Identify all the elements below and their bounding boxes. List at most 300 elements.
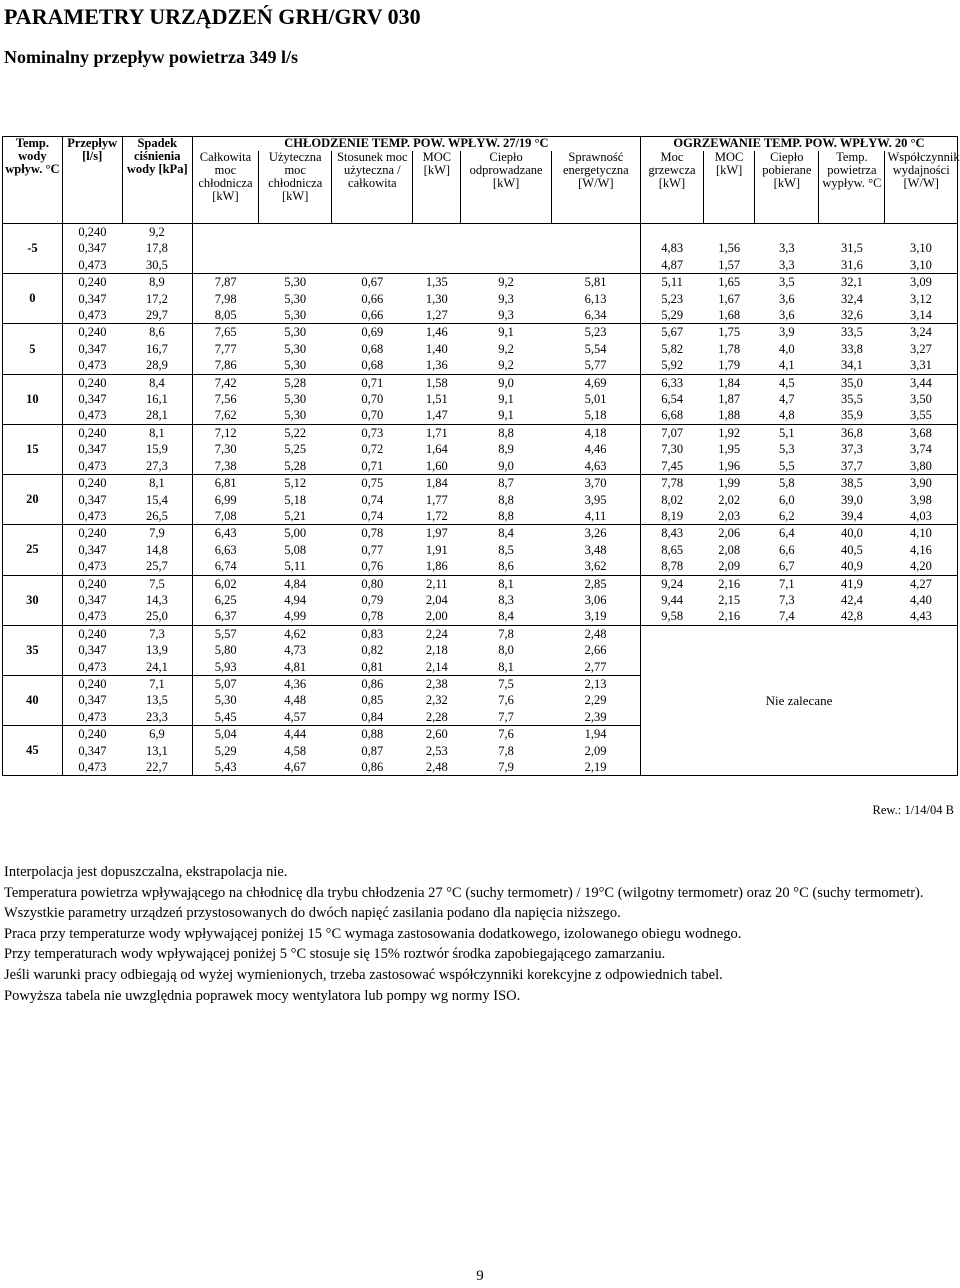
table-cell: 1,71 [413, 424, 461, 441]
table-row [3, 324, 958, 341]
table-cell: 5,30 [258, 407, 331, 424]
table-cell: 1,77 [425, 492, 448, 507]
table-cell: 0,86 [332, 675, 413, 692]
table-cell: 5,82 [661, 341, 684, 356]
table-cell: 5,92 [640, 357, 703, 374]
table-row [3, 224, 958, 241]
table-cell: 4,7 [779, 392, 795, 407]
table-cell: 6,54 [661, 392, 684, 407]
temp-wody-cell: 45 [3, 726, 63, 776]
table-cell: 32,6 [819, 307, 885, 324]
table-cell: 2,28 [413, 709, 461, 726]
table-cell: 3,5 [755, 274, 819, 291]
table-cell: 2,02 [718, 492, 741, 507]
table-cell: 3,70 [551, 475, 640, 492]
table-cell: 0,347 [78, 442, 107, 457]
table-cell: 0,473 [62, 508, 122, 525]
table-cell: 0,79 [361, 592, 384, 607]
table-cell: 2,14 [413, 659, 461, 676]
table-cell [332, 224, 413, 241]
temp-wody-cell: 25 [3, 525, 63, 575]
table-cell: 1,57 [703, 257, 754, 274]
table-cell: 1,64 [425, 442, 448, 457]
table-cell: 9,1 [498, 392, 514, 407]
table-cell: 5,28 [258, 374, 331, 391]
table-cell: 5,3 [779, 442, 795, 457]
table-row [3, 525, 958, 542]
not-recommended-cell: Nie zalecane [640, 625, 957, 776]
table-cell: 8,4 [122, 374, 192, 391]
table-cell: 3,44 [885, 374, 958, 391]
table-cell: 0,240 [62, 374, 122, 391]
temp-wody-cell: -5 [3, 224, 63, 274]
table-cell: 5,28 [258, 458, 331, 475]
table-cell [819, 224, 885, 241]
table-cell: 0,240 [62, 475, 122, 492]
header-uzyteczna: Użyteczna moc chłodnicza [kW] [258, 151, 331, 224]
table-cell: 0,80 [332, 575, 413, 592]
table-cell: 4,18 [551, 424, 640, 441]
header-temp-powietrza: Temp. powietrza wypływ. °C [819, 151, 885, 224]
table-cell: 7,30 [661, 442, 684, 457]
table-row [3, 608, 958, 625]
table-cell: 1,95 [718, 442, 741, 457]
table-cell: 5,18 [284, 492, 307, 507]
table-cell: 6,25 [214, 592, 237, 607]
table-cell: 1,27 [413, 307, 461, 324]
table-cell: 28,9 [122, 357, 192, 374]
table-cell: 0,473 [62, 659, 122, 676]
table-cell: 8,1 [461, 659, 551, 676]
table-cell: 2,00 [413, 608, 461, 625]
table-cell: 5,11 [640, 274, 703, 291]
table-cell: 8,0 [498, 643, 514, 658]
table-row [3, 307, 958, 324]
header-cieplo-odprowadzane: Ciepło odprowadzane [kW] [461, 151, 551, 224]
table-cell: 7,8 [461, 625, 551, 642]
header-cieplo-pobierane: Ciepło pobierane [kW] [755, 151, 819, 224]
table-cell: 4,43 [885, 608, 958, 625]
table-cell: 7,87 [192, 274, 258, 291]
table-cell: 4,57 [258, 709, 331, 726]
table-cell: 0,347 [78, 241, 107, 256]
table-cell: 7,9 [122, 525, 192, 542]
table-cell: 4,69 [551, 374, 640, 391]
table-cell: 7,07 [640, 424, 703, 441]
table-cell: 3,50 [885, 391, 958, 407]
table-cell: 8,8 [498, 492, 514, 507]
table-cell: 13,1 [122, 743, 192, 759]
table-cell: 0,70 [332, 407, 413, 424]
table-cell: 0,84 [332, 709, 413, 726]
table-cell: 2,32 [425, 693, 448, 708]
table-cell: 6,2 [755, 508, 819, 525]
table-row [3, 424, 958, 441]
table-row [3, 475, 958, 492]
table-cell: 14,8 [122, 542, 192, 558]
table-cell: 9,0 [461, 374, 551, 391]
table-cell: 1,75 [703, 324, 754, 341]
table-row [3, 625, 958, 642]
table-cell: 5,81 [551, 274, 640, 291]
table-cell: 5,1 [755, 424, 819, 441]
table-cell: 40,9 [819, 558, 885, 575]
table-cell: 1,68 [703, 307, 754, 324]
note-line: Przy temperaturach wody wpływającej poniżej 5 °C stosuje się 15% roztwór środka zapobiegającego zamarzaniu. [4, 946, 666, 963]
table-cell: 6,81 [192, 475, 258, 492]
table-cell: 7,1 [755, 575, 819, 592]
table-cell: 0,347 [78, 592, 107, 607]
table-cell: 37,7 [819, 458, 885, 475]
table-cell: 4,99 [258, 608, 331, 625]
table-cell: 6,02 [192, 575, 258, 592]
table-cell: 1,47 [413, 407, 461, 424]
table-cell: 0,473 [62, 558, 122, 575]
table-row [3, 575, 958, 592]
table-cell [551, 240, 640, 256]
table-cell: 16,1 [122, 391, 192, 407]
table-row [3, 542, 958, 558]
table-cell: 0,71 [332, 458, 413, 475]
table-row [3, 391, 958, 407]
table-cell: 8,5 [498, 542, 514, 557]
table-cell: 2,09 [703, 558, 754, 575]
table-cell: 5,30 [258, 307, 331, 324]
table-cell: 0,77 [361, 542, 384, 557]
table-cell: 0,347 [78, 693, 107, 708]
table-cell: 6,99 [214, 492, 237, 507]
table-cell: 4,11 [551, 508, 640, 525]
table-cell: 4,62 [258, 625, 331, 642]
table-cell: 5,12 [258, 475, 331, 492]
table-cell: 32,1 [819, 274, 885, 291]
table-cell [192, 240, 258, 256]
table-cell [461, 240, 551, 256]
note-line: Temperatura powietrza wpływającego na chłodnicę dla trybu chłodzenia 27 °C (suchy termometr) / 19°C (wilgotny termometr) oraz 20 °C (suchy termometr). [4, 884, 924, 901]
table-cell [703, 224, 754, 241]
table-cell: 35,5 [840, 392, 863, 407]
table-cell: 1,88 [703, 407, 754, 424]
table-cell: 4,48 [284, 693, 307, 708]
table-cell: 1,84 [703, 374, 754, 391]
table-cell: 0,66 [361, 291, 384, 306]
table-cell: 1,97 [413, 525, 461, 542]
table-cell: 2,18 [425, 643, 448, 658]
table-cell: 3,90 [885, 475, 958, 492]
table-cell: 14,3 [122, 592, 192, 608]
table-cell: 2,08 [718, 542, 741, 557]
table-cell: 9,0 [461, 458, 551, 475]
table-cell: 2,66 [551, 642, 640, 658]
table-cell: 1,87 [718, 392, 741, 407]
table-cell: 1,91 [425, 542, 448, 557]
table-row [3, 274, 958, 291]
table-cell [461, 257, 551, 274]
table-cell: 3,9 [755, 324, 819, 341]
table-cell: 5,25 [284, 442, 307, 457]
table-cell: 8,43 [640, 525, 703, 542]
table-cell: 0,82 [361, 643, 384, 658]
table-cell: 0,240 [62, 224, 122, 241]
table-cell: 5,30 [284, 291, 307, 306]
header-moc-ogrzewanie: MOC [kW] [703, 151, 754, 224]
table-cell: 0,473 [62, 357, 122, 374]
header-chlodzenie: CHŁODZENIE TEMP. POW. WPŁYW. 27/19 °C [192, 137, 640, 152]
table-cell: 0,78 [332, 608, 413, 625]
table-cell: 3,12 [885, 291, 958, 307]
table-cell: 15,9 [122, 441, 192, 457]
table-cell: 40,0 [819, 525, 885, 542]
table-cell: 6,33 [640, 374, 703, 391]
table-cell: 25,7 [122, 558, 192, 575]
table-cell: 4,0 [779, 341, 795, 356]
table-cell: 8,9 [122, 274, 192, 291]
table-cell: 6,7 [755, 558, 819, 575]
table-cell: 3,74 [885, 441, 958, 457]
table-cell: 3,55 [885, 407, 958, 424]
table-cell: 3,27 [885, 341, 958, 357]
table-cell: 9,1 [461, 407, 551, 424]
table-cell: 5,30 [214, 693, 237, 708]
table-cell: 7,45 [640, 458, 703, 475]
table-cell: 2,48 [551, 625, 640, 642]
table-cell [413, 224, 461, 241]
note-line: Praca przy temperaturze wody wpływającej poniżej 15 °C wymaga zastosowania dodatkowego, izolowanego obiegu wodnego. [4, 925, 742, 942]
table-cell: 5,30 [284, 341, 307, 356]
table-cell: 0,473 [62, 307, 122, 324]
table-cell: 0,78 [332, 525, 413, 542]
table-row [3, 291, 958, 307]
table-cell: 6,9 [122, 726, 192, 743]
table-cell: 3,3 [779, 241, 795, 256]
table-cell: 38,5 [819, 475, 885, 492]
table-cell: 39,4 [819, 508, 885, 525]
table-cell: 9,3 [461, 307, 551, 324]
table-row [3, 558, 958, 575]
table-cell: 5,01 [551, 391, 640, 407]
table-cell: 1,86 [413, 558, 461, 575]
table-cell: 8,19 [640, 508, 703, 525]
table-cell [192, 257, 258, 274]
table-cell: 1,60 [413, 458, 461, 475]
table-cell: 2,24 [413, 625, 461, 642]
table-cell: 4,67 [258, 759, 331, 776]
table-cell: 4,44 [258, 726, 331, 743]
table-cell: 2,03 [703, 508, 754, 525]
table-row [3, 257, 958, 274]
table-cell: 0,240 [62, 324, 122, 341]
table-cell: 32,4 [840, 291, 863, 306]
table-cell: 6,4 [755, 525, 819, 542]
table-cell [258, 257, 331, 274]
table-cell: 6,13 [551, 291, 640, 307]
table-cell: 5,93 [192, 659, 258, 676]
temp-wody-cell: 35 [3, 625, 63, 675]
table-cell: 0,66 [332, 307, 413, 324]
table-cell: 2,04 [425, 592, 448, 607]
table-cell: 2,39 [551, 709, 640, 726]
table-cell: 0,473 [62, 407, 122, 424]
table-cell: 3,19 [551, 608, 640, 625]
table-cell [551, 257, 640, 274]
table-cell: 2,29 [551, 692, 640, 708]
revision-label: Rew.: 1/14/04 B [872, 803, 954, 817]
table-cell: 0,347 [78, 643, 107, 658]
table-cell: 1,67 [718, 291, 741, 306]
table-cell: 37,3 [840, 442, 863, 457]
table-cell: 9,3 [498, 291, 514, 306]
table-cell: 1,99 [703, 475, 754, 492]
table-cell: 5,67 [640, 324, 703, 341]
table-row [3, 240, 958, 256]
header-moc-grzewcza: Moc grzewcza [kW] [640, 151, 703, 224]
table-cell: 7,9 [461, 759, 551, 776]
table-cell: 5,11 [258, 558, 331, 575]
table-cell: 1,92 [703, 424, 754, 441]
table-cell: 15,4 [122, 492, 192, 508]
header-moc-chlodzenie: MOC [kW] [413, 151, 461, 224]
table-cell: 1,65 [703, 274, 754, 291]
table-cell: 3,14 [885, 307, 958, 324]
table-cell: 16,7 [122, 341, 192, 357]
temp-wody-cell: 40 [3, 675, 63, 725]
table-cell: 1,51 [425, 392, 448, 407]
table-cell: 5,18 [551, 407, 640, 424]
table-cell: 13,5 [122, 692, 192, 708]
table-cell: 42,8 [819, 608, 885, 625]
table-cell: 7,08 [192, 508, 258, 525]
table-cell [413, 240, 461, 256]
table-cell: 6,34 [551, 307, 640, 324]
table-cell: 1,96 [703, 458, 754, 475]
table-cell [413, 257, 461, 274]
table-cell [640, 224, 703, 241]
table-cell: 7,78 [640, 475, 703, 492]
table-cell: 2,19 [551, 759, 640, 776]
table-cell: 26,5 [122, 508, 192, 525]
table-cell: 7,38 [192, 458, 258, 475]
table-cell: 9,44 [661, 592, 684, 607]
table-cell: 35,0 [819, 374, 885, 391]
table-cell: 36,8 [819, 424, 885, 441]
table-cell [258, 224, 331, 241]
table-cell: 5,30 [258, 324, 331, 341]
table-cell: 7,7 [461, 709, 551, 726]
table-cell: 5,23 [551, 324, 640, 341]
table-cell: 9,2 [498, 341, 514, 356]
table-cell: 5,77 [551, 357, 640, 374]
table-cell: 0,69 [332, 324, 413, 341]
table-cell: 4,36 [258, 675, 331, 692]
table-cell: 3,6 [755, 307, 819, 324]
temp-wody-cell: 30 [3, 575, 63, 625]
table-cell: 23,3 [122, 709, 192, 726]
table-cell: 8,78 [640, 558, 703, 575]
table-cell: 0,240 [62, 424, 122, 441]
table-cell: 9,2 [461, 274, 551, 291]
table-cell: 8,1 [122, 424, 192, 441]
table-cell: 6,43 [192, 525, 258, 542]
table-cell: 8,05 [192, 307, 258, 324]
table-cell: 3,98 [885, 492, 958, 508]
table-cell: 2,13 [551, 675, 640, 692]
table-cell: 34,1 [819, 357, 885, 374]
table-cell: 1,84 [413, 475, 461, 492]
table-row [3, 341, 958, 357]
table-cell: 7,3 [779, 592, 795, 607]
table-cell [755, 224, 819, 241]
table-cell: 8,6 [461, 558, 551, 575]
header-spadek: Spadek ciśnienia wody [kPa] [122, 137, 192, 224]
table-cell: 7,8 [498, 743, 514, 758]
table-cell: 5,29 [214, 743, 237, 758]
table-cell: 2,85 [551, 575, 640, 592]
table-cell: 30,5 [122, 257, 192, 274]
table-cell: 40,5 [840, 542, 863, 557]
table-cell: 0,88 [332, 726, 413, 743]
table-cell: 7,65 [192, 324, 258, 341]
table-cell: 8,8 [461, 508, 551, 525]
table-cell: 2,38 [413, 675, 461, 692]
table-cell: 7,4 [755, 608, 819, 625]
table-cell: 4,1 [755, 357, 819, 374]
header-stosunek: Stosunek moc użyteczna / całkowita [332, 151, 413, 224]
table-cell: 6,0 [779, 492, 795, 507]
table-cell: 3,62 [551, 558, 640, 575]
temp-wody-cell: 20 [3, 475, 63, 525]
table-cell: 5,30 [258, 274, 331, 291]
table-cell: 0,67 [332, 274, 413, 291]
table-cell: 7,30 [214, 442, 237, 457]
header-ogrzewanie: OGRZEWANIE TEMP. POW. WPŁYW. 20 °C [640, 137, 957, 152]
table-cell: 2,15 [718, 592, 741, 607]
table-cell: 3,95 [551, 492, 640, 508]
table-cell: 2,48 [413, 759, 461, 776]
table-cell: 7,5 [122, 575, 192, 592]
table-cell: 2,11 [413, 575, 461, 592]
table-cell: 0,70 [361, 392, 384, 407]
table-cell: 3,3 [755, 257, 819, 274]
table-cell: 8,02 [661, 492, 684, 507]
table-cell: 4,10 [885, 525, 958, 542]
table-cell: 0,75 [332, 475, 413, 492]
table-cell: 0,240 [62, 726, 122, 743]
table-cell: 1,36 [413, 357, 461, 374]
table-cell: 0,72 [361, 442, 384, 457]
table-cell: 3,09 [885, 274, 958, 291]
table-cell: 4,73 [284, 643, 307, 658]
table-cell: 0,85 [361, 693, 384, 708]
table-cell [258, 240, 331, 256]
table-cell: 8,9 [498, 442, 514, 457]
table-cell: 8,3 [498, 592, 514, 607]
table-cell: 0,74 [332, 508, 413, 525]
table-cell [551, 224, 640, 241]
temp-wody-cell: 5 [3, 324, 63, 374]
table-row [3, 492, 958, 508]
table-cell: 6,68 [640, 407, 703, 424]
table-cell: 5,30 [284, 392, 307, 407]
table-cell: 2,60 [413, 726, 461, 743]
table-cell: 13,9 [122, 642, 192, 658]
header-calkowita: Całkowita moc chłodnicza [kW] [192, 151, 258, 224]
table-cell: 7,56 [214, 392, 237, 407]
table-cell: 8,6 [122, 324, 192, 341]
table-cell: 4,87 [640, 257, 703, 274]
page-title: PARAMETRY URZĄDZEŃ GRH/GRV 030 [4, 4, 421, 29]
table-cell: 3,10 [885, 240, 958, 256]
table-cell: 2,16 [703, 608, 754, 625]
